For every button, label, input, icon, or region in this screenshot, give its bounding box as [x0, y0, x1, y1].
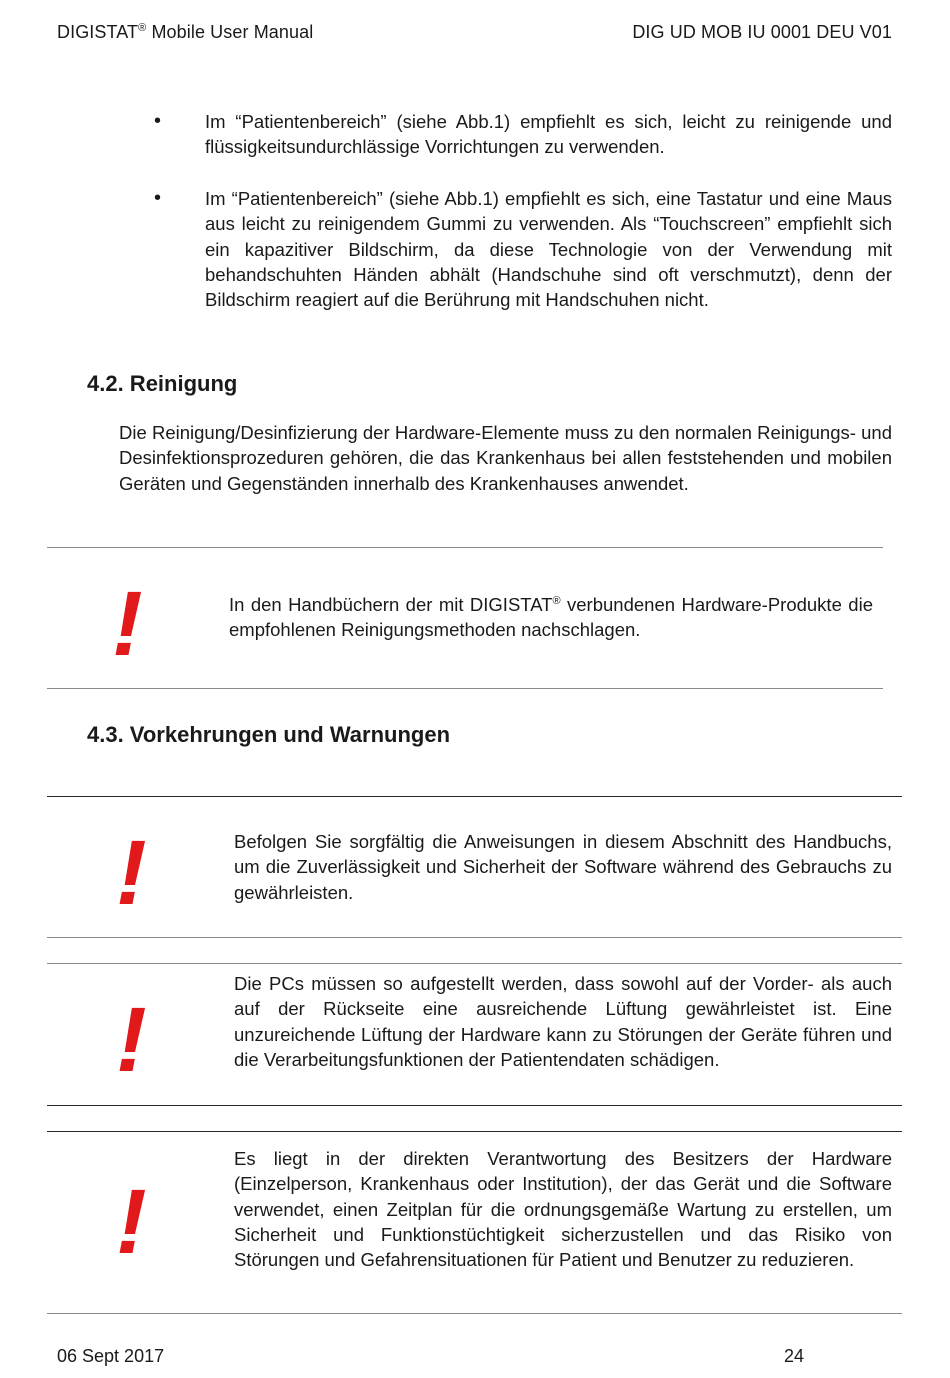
warning-icon: !: [116, 822, 147, 924]
warning-icon: !: [116, 1171, 147, 1273]
bullet-text: Im “Patientenbereich” (siehe Abb.1) empfiehlt es sich, leicht zu reinigende und flüssigkeitsundurchlässige Vorrichtungen zu verwenden.: [205, 111, 892, 158]
divider: [47, 937, 902, 938]
warning-icon: !: [112, 573, 143, 675]
section-heading: 4.3. Vorkehrungen und Warnungen: [87, 722, 451, 747]
divider: [47, 547, 883, 548]
divider: [47, 796, 902, 797]
divider: [47, 688, 883, 689]
header-document-code: DIG UD MOB IU 0001 DEU V01: [632, 22, 892, 42]
warning-text: In den Handbüchern der mit DIGISTAT® verbundenen Hardware-Produkte die empfohlenen Reinigungsmethoden nachschlagen.: [229, 594, 873, 641]
bullet-text: Im “Patientenbereich” (siehe Abb.1) empfiehlt es sich, eine Tastatur und eine Maus aus leicht zu reinigendem Gummi zu verwenden. Als “Touchscreen” empfiehlt sich ein kapazitiver Bildschirm, da diese Technologie von der Verwendung mit behandschuhten Händen abhält (Handschuhe sind oft verschmutzt), denn der Bildschirm reagiert auf die Berührung mit Handschuhen nicht.: [205, 188, 892, 311]
warning-text: Es liegt in der direkten Verantwortung des Besitzers der Hardware (Einzelperson, Krankenhaus oder Institution), der das Gerät und die Software verwendet, einen Zeitplan für die ordnungsgemäße Wartung zu erstellen, um Sicherheit und Funktionstüchtigkeit sicherzustellen und das Risiko von Störungen und Gefahrensituationen für Patient und Benutzer zu reduzieren.: [234, 1148, 892, 1271]
divider: [47, 963, 902, 964]
warning-text: Befolgen Sie sorgfältig die Anweisungen in diesem Abschnitt des Handbuchs, um die Zuverlässigkeit und Sicherheit der Software während des Gebrauchs zu gewährleisten.: [234, 831, 892, 903]
bullet-symbol: •: [154, 187, 162, 209]
divider: [47, 1105, 902, 1106]
header-manual-title: DIGISTAT® Mobile User Manual: [57, 22, 314, 42]
divider: [47, 1313, 902, 1314]
bullet-symbol: •: [154, 110, 162, 132]
page-number: 24: [784, 1346, 805, 1366]
divider: [47, 1131, 902, 1132]
warning-text: Die PCs müssen so aufgestellt werden, dass sowohl auf der Vorder- als auch auf der Rückseite eine ausreichende Lüftung gewährleistet ist. Eine unzureichende Lüftung der Hardware kann zu Störungen der Geräte führen und die Verarbeitungsfunktionen der Patientendaten schädigen.: [234, 973, 892, 1070]
warning-icon: !: [116, 989, 147, 1091]
section-body: Die Reinigung/Desinfizierung der Hardware-Elemente muss zu den normalen Reinigungs- und Desinfektionsprozeduren gehören, die das Krankenhaus bei allen feststehenden und mobilen Geräten und Gegenständen innerhalb des Krankenhauses anwendet.: [119, 422, 892, 494]
section-heading: 4.2. Reinigung: [87, 371, 238, 396]
footer-date: 06 Sept 2017: [57, 1346, 165, 1366]
